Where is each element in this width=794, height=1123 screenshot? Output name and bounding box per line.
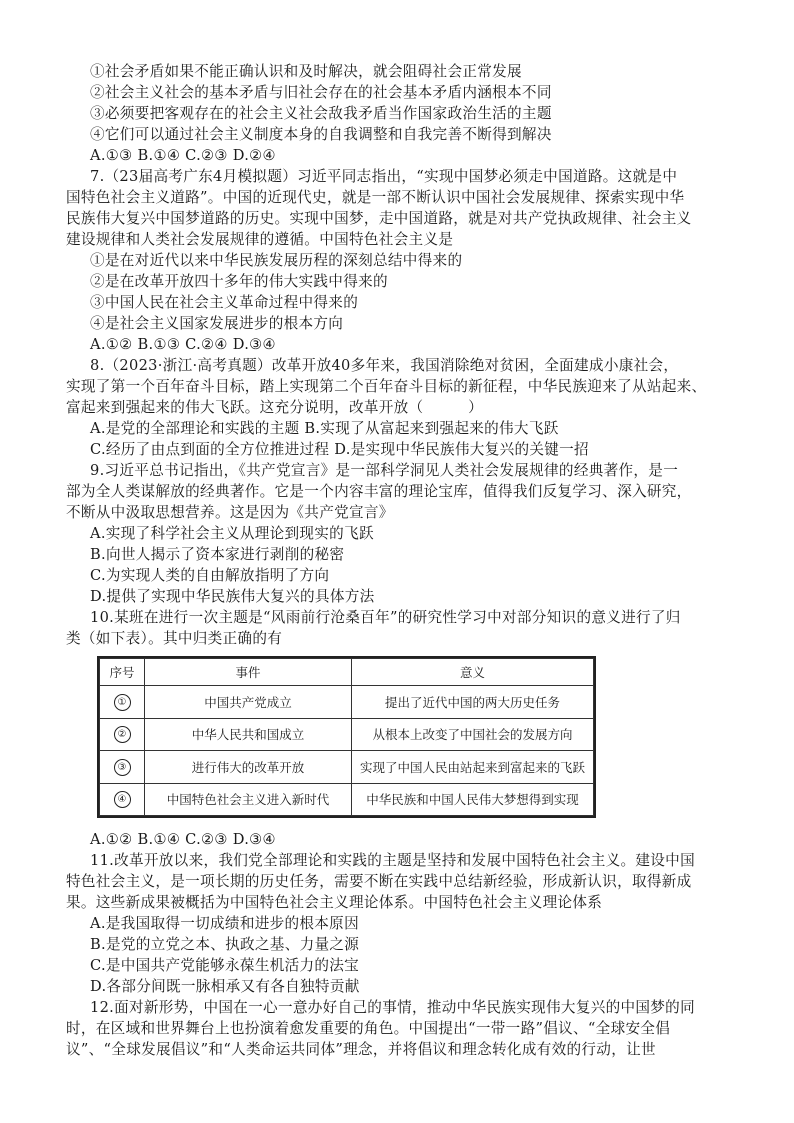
classification-table [97,656,596,818]
text-line: 特色社会主义，是一项长期的历史任务，需要不断在实践中总结新经验，形成新认识，取得新成 [66,873,692,890]
text-line: 富起来到强起来的伟大飞跃。这充分说明，改革开放（ ） [66,399,484,416]
question-11-stem: 11.改革开放以来，我们党全部理论和实践的主题是坚持和发展中国特色社会主义。建设中国 [90,852,695,869]
text-line: ④它们可以通过社会主义制度本身的自我调整和自我完善不断得到解决 [90,126,552,143]
answer-options: A.是党的全部理论和实践的主题 B.实现了从富起来到强起来的伟大飞跃 [90,420,559,437]
text-line: ②社会主义社会的基本矛盾与旧社会存在的社会基本矛盾内涵根本不同 [90,84,552,101]
table-header: 序号 [100,659,145,686]
text-line: ①社会矛盾如果不能正确认识和及时解决，就会阻碍社会正常发展 [90,63,522,80]
meaning-cell: 提出了近代中国的两大历史任务 [352,686,594,719]
text-line: ③中国人民在社会主义革命过程中得来的 [90,294,359,311]
text-line: 果。这些新成果被概括为中国特色社会主义理论体系。中国特色社会主义理论体系 [66,894,603,911]
option-b: B.是党的立党之本、执政之基、力量之源 [90,936,360,953]
question-10-stem: 10.某班在进行一次主题是“风雨前行沧桑百年”的研究性学习中对部分知识的意义进行了归 [90,609,681,626]
table-row [100,718,594,751]
text-line: ①是在对近代以来中华民族发展历程的深刻总结中得来的 [90,252,463,269]
option-d: D.提供了实现中华民族伟大复兴的具体方法 [90,588,375,605]
meaning-cell: 中华民族和中国人民伟大梦想得到实现 [352,783,594,816]
text-line: 时，在区域和世界舞台上也扮演着愈发重要的角色。中国提出“一带一路”倡议、“全球安全倡 [66,1020,671,1037]
event-cell: 中华人民共和国成立 [145,718,352,751]
table-row [100,751,594,784]
text-line: 类（如下表）。其中归类正确的有 [66,630,283,647]
meaning-cell: 实现了中国人民由站起来到富起来的飞跃 [352,751,594,784]
row-number: ③ [114,759,131,776]
text-line: 民族伟大复兴中国梦道路的历史。实现中国梦，走中国道路，就是对共产党执政规律、社会主义 [66,210,692,227]
text-line: 议”、“全球发展倡议”和“人类命运共同体”理念，并将倡议和理念转化成有效的行动，让世 [66,1041,656,1058]
question-8-stem: 8.（2023·浙江·高考真题）改革开放40多年来，我国消除绝对贫困，全面建成小康社会， [90,357,679,374]
event-cell: 中国特色社会主义进入新时代 [145,783,352,816]
table-header: 事件 [145,659,352,686]
answer-options: A.①② B.①③ C.②④ D.③④ [90,336,276,353]
option-a: A.是我国取得一切成绩和进步的根本原因 [90,915,359,932]
option-c: C.是中国共产党能够永葆生机活力的法宝 [90,957,360,974]
answer-options: A.①③ B.①④ C.②③ D.②④ [90,147,276,164]
table-row [100,686,594,719]
row-number: ① [114,694,131,711]
text-line: 部为全人类谋解放的经典著作。它是一个内容丰富的理论宝库，值得我们反复学习、深入研究， [66,483,692,500]
answer-options: C.经历了由点到面的全方位推进过程 D.是实现中华民族伟大复兴的关键一招 [90,441,589,458]
event-cell: 中国共产党成立 [145,686,352,719]
question-12-stem: 12.面对新形势，中国在一心一意办好自己的事情，推动中华民族实现伟大复兴的中国梦的同 [90,999,695,1016]
table-row [100,783,594,816]
row-number: ④ [114,791,131,808]
option-a: A.实现了科学社会主义从理论到现实的飞跃 [90,525,374,542]
text-line: ③必须要把客观存在的社会主义社会敌我矛盾当作国家政治生活的主题 [90,105,552,122]
row-number: ② [114,726,131,743]
question-7-stem: 7.（23届高考广东4月模拟题）习近平同志指出，“实现中国梦必须走中国道路。这就是中 [90,168,678,185]
answer-options: A.①② B.①④ C.②③ D.③④ [90,831,276,848]
meaning-cell: 从根本上改变了中国社会的发展方向 [352,718,594,751]
text-line: ④是社会主义国家发展进步的根本方向 [90,315,344,332]
option-c: C.为实现人类的自由解放指明了方向 [90,567,330,584]
table-header: 意义 [352,659,594,686]
text-line: 国特色社会主义道路”。中国的近现代史，就是一部不断认识中国社会发展规律、探索实现中华 [66,189,685,206]
event-cell: 进行伟大的改革开放 [145,751,352,784]
question-9-stem: 9.习近平总书记指出，《共产党宣言》是一部科学洞见人类社会发展规律的经典著作，是一 [90,462,679,479]
text-line: 实现了第一个百年奋斗目标，踏上实现第二个百年奋斗目标的新征程，中华民族迎来了从站起来、 [66,378,707,395]
text-line: 建设规律和人类社会发展规律的遵循。中国特色社会主义是 [66,231,454,248]
text-line: ②是在改革开放四十多年的伟大实践中得来的 [90,273,388,290]
option-b: B.向世人揭示了资本家进行剥削的秘密 [90,546,345,563]
text-line: 不断从中汲取思想营养。这是因为《共产党宣言》 [66,504,394,521]
option-d: D.各部分间既一脉相承又有各自独特贡献 [90,978,360,995]
